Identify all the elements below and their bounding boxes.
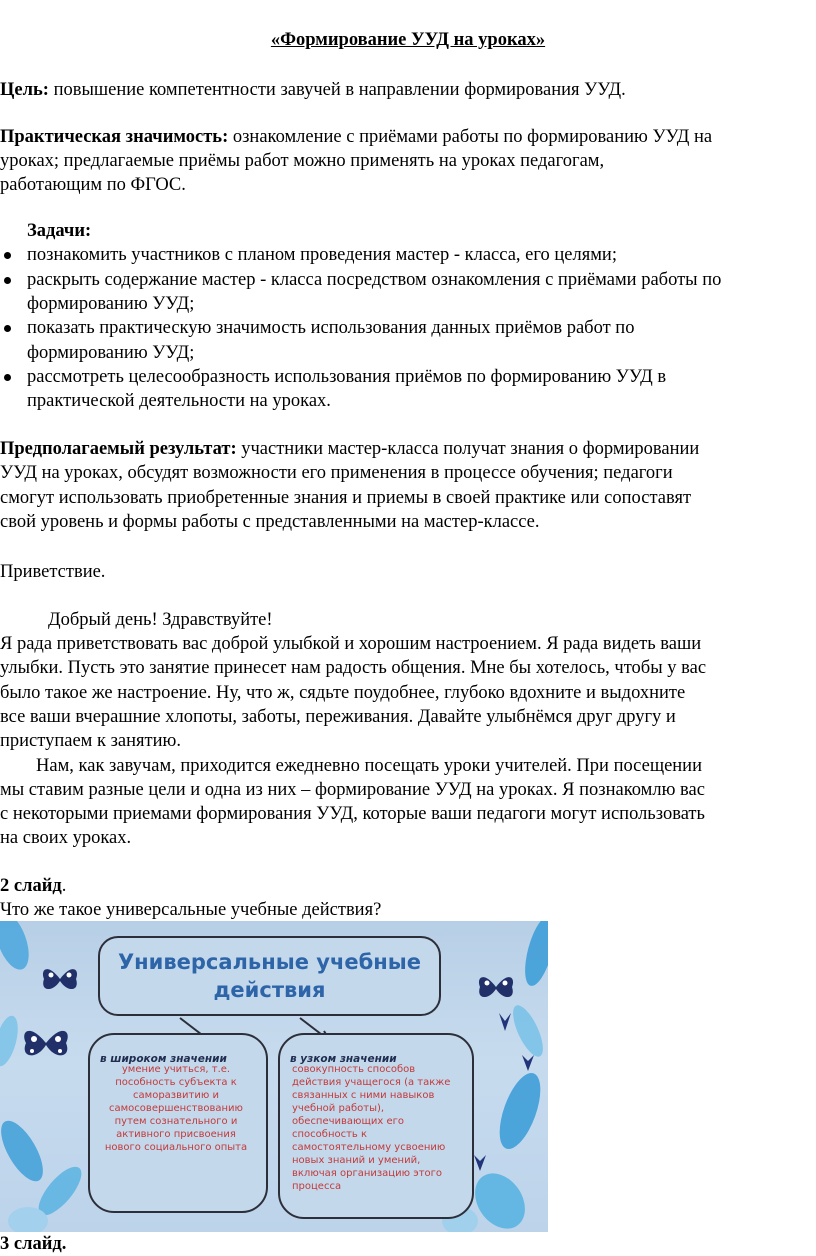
greeting-line: Нам, как завучам, приходится ежедневно посещать уроки учителей. При посещении bbox=[36, 756, 702, 776]
slide2-label: 2 слайд bbox=[0, 876, 62, 896]
task-item: познакомить участников с планом проведения мастер - класса, его целями; bbox=[27, 245, 617, 265]
result-line-2: УУД на уроках, обсудят возможности его применения в процессе обучения; педагоги bbox=[0, 463, 673, 483]
bullet-icon bbox=[4, 374, 11, 381]
document-title: «Формирование УУД на уроках» bbox=[270, 30, 546, 50]
goal-label: Цель: bbox=[0, 80, 49, 100]
significance-line-3: работающим по ФГОС. bbox=[0, 175, 186, 195]
goal-text: повышение компетентности завучей в направлении формирования УУД. bbox=[48, 80, 626, 100]
broad-meaning-box bbox=[88, 1033, 268, 1213]
result-line-4: свой уровень и формы работы с представленными на мастер-классе. bbox=[0, 512, 540, 532]
significance-text: ознакомление с приёмами работы по формированию УУД на bbox=[228, 127, 713, 147]
greeting-heading: Приветствие. bbox=[0, 562, 106, 582]
broad-meaning-heading: в широком значении bbox=[100, 1053, 227, 1065]
slide-title-text: Универсальные учебные действия bbox=[117, 950, 422, 1002]
slide-image bbox=[0, 921, 548, 1232]
slide2-heading bbox=[0, 874, 66, 898]
broad-meaning-text: умение учиться, т.е. пособность субъекта к саморазвитию и самосовершенствованию путем сознательного и активного присвоения нового социального опыта bbox=[104, 1064, 248, 1153]
bullet-icon bbox=[4, 277, 11, 284]
significance-line-1 bbox=[0, 125, 712, 149]
result-line-3: смогут использовать приобретенные знания и приемы в своей практике или сопоставят bbox=[0, 488, 692, 508]
butterfly-icon bbox=[20, 1021, 72, 1067]
butterfly-icon bbox=[40, 961, 80, 997]
slide2-dot: . bbox=[61, 876, 67, 896]
greeting-line: с некоторыми приемами формирования УУД, которые ваши педагоги могут использовать bbox=[0, 804, 705, 824]
task-item-continued: формированию УУД; bbox=[27, 343, 195, 363]
butterfly-icon bbox=[476, 969, 516, 1005]
narrow-meaning-heading: в узком значении bbox=[290, 1053, 397, 1065]
bullet-icon bbox=[4, 325, 11, 332]
slide3-heading: 3 слайд. bbox=[0, 1234, 67, 1254]
greeting-line: было такое же настроение. Ну, что ж, сядьте поудобнее, глубоко вдохните и выдохните bbox=[0, 683, 686, 703]
greeting-line: все ваши вчерашние хлопоты, заботы, переживания. Давайте улыбнёмся друг другу и bbox=[0, 707, 676, 727]
task-item: показать практическую значимость использования данных приёмов работ по bbox=[27, 318, 635, 338]
significance-label: Практическая значимость: bbox=[0, 127, 229, 147]
greeting-line: Добрый день! Здравствуйте! bbox=[48, 610, 273, 630]
slide2-question: Что же такое универсальные учебные действия? bbox=[0, 900, 382, 920]
tasks-heading: Задачи: bbox=[27, 221, 92, 241]
greeting-line: на своих уроках. bbox=[0, 828, 132, 848]
greeting-line: Я рада приветствовать вас доброй улыбкой и хорошим настроением. Я рада видеть ваши bbox=[0, 634, 702, 654]
result-text: участники мастер-класса получат знания о формировании bbox=[236, 439, 700, 459]
goal-paragraph bbox=[0, 78, 626, 102]
greeting-line: мы ставим разные цели и одна из них – формирование УУД на уроках. Я познакомлю вас bbox=[0, 780, 705, 800]
result-label: Предполагаемый результат: bbox=[0, 439, 237, 459]
slide-title bbox=[98, 936, 441, 1016]
result-line-1 bbox=[0, 437, 699, 461]
greeting-line: приступаем к занятию. bbox=[0, 731, 181, 751]
significance-line-2: уроках; предлагаемые приёмы работ можно применять на уроках педагогам, bbox=[0, 151, 605, 171]
greeting-line: улыбки. Пусть это занятие принесет нам радость общения. Мне бы хотелось, чтобы у вас bbox=[0, 658, 707, 678]
narrow-meaning-box bbox=[278, 1033, 474, 1219]
narrow-meaning-text: совокупность способов действия учащегося (а также связанных с ними навыков учебной работы), обеспечивающих его способность к самостоятельному усвоению новых знаний и умений, включая организацию этого процесса bbox=[292, 1064, 451, 1192]
bullet-icon bbox=[4, 252, 11, 259]
task-item: рассмотреть целесообразность использования приёмов по формированию УУД в bbox=[27, 367, 667, 387]
task-item: раскрыть содержание мастер - класса посредством ознакомления с приёмами работы по bbox=[27, 270, 722, 290]
task-item-continued: формированию УУД; bbox=[27, 294, 195, 314]
task-item-continued: практической деятельности на уроках. bbox=[27, 391, 331, 411]
